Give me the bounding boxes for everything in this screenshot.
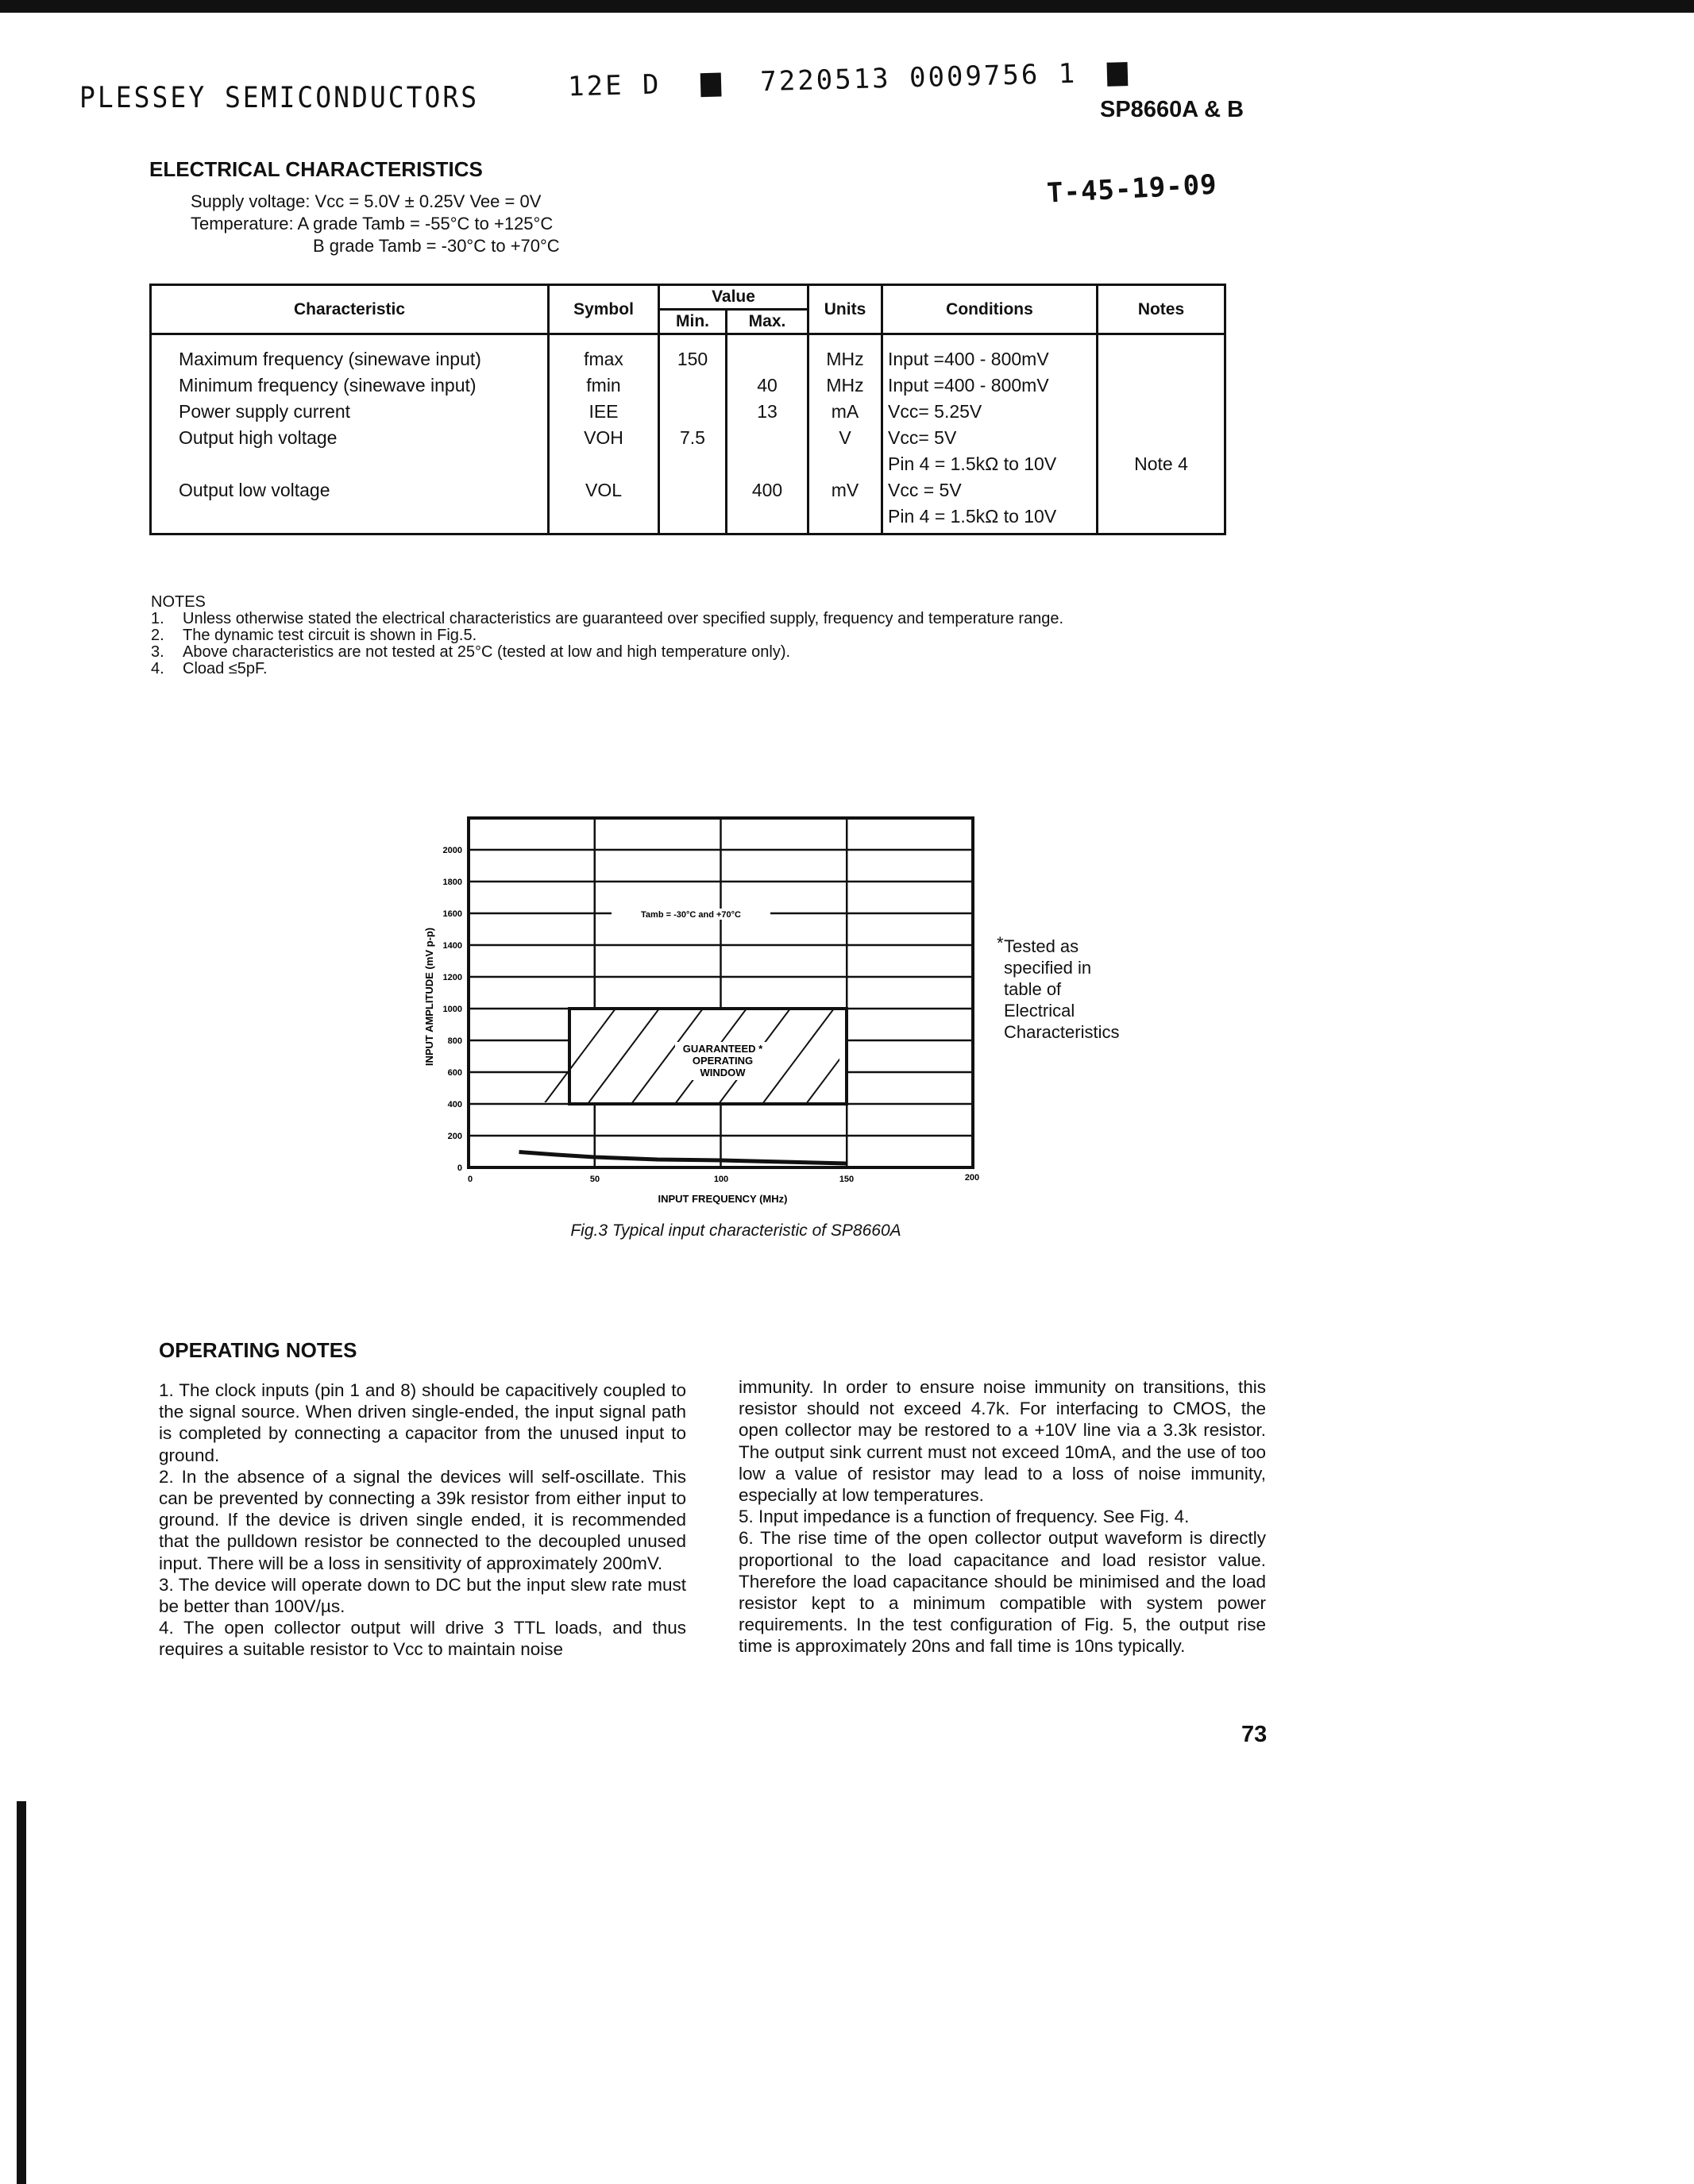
temperature-a-line: Temperature: A grade Tamb = -55°C to +125°C — [191, 214, 554, 233]
note-item — [151, 661, 1063, 677]
note-text: The dynamic test circuit is shown in Fig.5. — [183, 627, 477, 644]
table-row — [151, 425, 1225, 451]
block-mark-icon — [1106, 62, 1128, 87]
cell-units: MHz — [808, 372, 882, 399]
cell-characteristic: Output low voltage — [151, 477, 549, 504]
cell-min — [659, 372, 727, 399]
cell-symbol: IEE — [549, 399, 659, 425]
side-note-line: Characteristics — [1004, 1022, 1120, 1042]
cell-units — [808, 451, 882, 477]
electrical-conditions — [191, 191, 560, 257]
note-item — [151, 627, 1063, 644]
cell-characteristic — [151, 451, 549, 477]
cell-symbol: VOL — [549, 477, 659, 504]
note-text: Unless otherwise stated the electrical characteristics are guaranteed over specified supply, frequency and temperature range. — [183, 610, 1064, 627]
note-item — [151, 644, 1063, 661]
operating-note: 5. Input impedance is a function of frequency. See Fig. 4. — [739, 1507, 1190, 1527]
table-row — [151, 399, 1225, 425]
svg-text:1800: 1800 — [442, 878, 462, 887]
figure-caption: Fig.3 Typical input characteristic of SP8660A — [570, 1221, 901, 1240]
svg-text:50: 50 — [589, 1175, 600, 1184]
scan-top-border — [0, 0, 1694, 13]
cell-conditions: Input =400 - 800mV — [882, 334, 1098, 373]
cell-max: 13 — [727, 399, 808, 425]
svg-text:1000: 1000 — [442, 1005, 462, 1014]
cell-min: 7.5 — [659, 425, 727, 451]
cell-characteristic: Maximum frequency (sinewave input) — [151, 334, 549, 373]
x-axis-ticks — [468, 1173, 979, 1184]
y-axis-label: INPUT AMPLITUDE (mV p-p) — [423, 927, 435, 1067]
side-note-line: Tested as — [1004, 936, 1079, 956]
note-number: 2. — [151, 627, 164, 644]
cell-units — [808, 504, 882, 534]
cell-min: 150 — [659, 334, 727, 373]
cell-max: 400 — [727, 477, 808, 504]
notes-title: NOTES — [151, 593, 206, 611]
cell-conditions: Input =400 - 800mV — [882, 372, 1098, 399]
side-note-line: table of — [1004, 979, 1062, 999]
window-label-line3: WINDOW — [700, 1067, 746, 1078]
note-number: 1. — [151, 610, 164, 627]
svg-text:1600: 1600 — [442, 909, 462, 919]
cell-min — [659, 451, 727, 477]
svg-text:200: 200 — [964, 1173, 980, 1183]
company-name: PLESSEY SEMICONDUCTORS — [79, 80, 480, 114]
cell-notes: Note 4 — [1098, 451, 1225, 477]
cell-units: mA — [808, 399, 882, 425]
cell-symbol: fmin — [549, 372, 659, 399]
cell-notes — [1098, 504, 1225, 534]
operating-note: immunity. In order to ensure noise immunity on transitions, this resistor should not exceed 4.7k. For interfacing to CMOS, the open collector may be restored to a +10V line via a 3.3k resistor. The output sink current must not exceed 10mA, and the use of too low a value of resistor may lead to a loss of noise immunity, especially at low temperatures. — [739, 1377, 1266, 1506]
svg-text:2000: 2000 — [442, 846, 462, 855]
cell-characteristic: Minimum frequency (sinewave input) — [151, 372, 549, 399]
cell-notes — [1098, 334, 1225, 373]
cell-max — [727, 451, 808, 477]
operating-note: 1. The clock inputs (pin 1 and 8) should be capacitively coupled to the signal source. When driven single-ended, the input signal path is completed by connecting a capacitor from the unused input to ground. — [159, 1380, 686, 1465]
cell-units: mV — [808, 477, 882, 504]
col-header-notes: Notes — [1098, 285, 1225, 334]
window-label-line2: OPERATING — [692, 1055, 754, 1067]
code-prefix: 12E D — [567, 68, 662, 103]
operating-notes-column-2 — [739, 1376, 1266, 1657]
svg-text:0: 0 — [457, 1163, 462, 1173]
handwritten-doc-ref: T-45-19-09 — [1046, 168, 1218, 210]
temperature-annotation: Tamb = -30°C and +70°C — [641, 910, 741, 920]
side-note-line: Electrical — [1004, 1001, 1075, 1021]
x-axis-label: INPUT FREQUENCY (MHz) — [658, 1193, 788, 1205]
cell-max — [727, 334, 808, 373]
table-row — [151, 504, 1225, 534]
svg-text:1400: 1400 — [442, 941, 462, 951]
col-header-max: Max. — [727, 310, 808, 334]
cell-symbol: VOH — [549, 425, 659, 451]
operating-note: 4. The open collector output will drive 3 TTL loads, and thus requires a suitable resistor to Vcc to maintain noise — [159, 1618, 686, 1660]
svg-text:800: 800 — [447, 1036, 462, 1046]
cell-max: 40 — [727, 372, 808, 399]
catalog-code — [568, 56, 1149, 102]
col-header-characteristic: Characteristic — [151, 285, 549, 334]
temperature-b-line: B grade Tamb = -30°C to +70°C — [313, 236, 560, 256]
electrical-characteristics-table — [149, 284, 1226, 535]
operating-note: 2. In the absence of a signal the devices will self-oscillate. This can be prevented by connecting a 39k resistor from either input to ground. If the device is driven single ended, it is recommended that the pulldown resistor be connected to the decoupled unused input. There will be a loss in sensitivity of approximately 200mV. — [159, 1466, 686, 1573]
cell-units: MHz — [808, 334, 882, 373]
window-label-line1: GUARANTEED * — [682, 1043, 763, 1055]
operating-note: 3. The device will operate down to DC but the input slew rate must be better than 100V/µs. — [159, 1574, 686, 1617]
cell-characteristic: Power supply current — [151, 399, 549, 425]
section-title-electrical: ELECTRICAL CHARACTERISTICS — [149, 157, 483, 181]
cell-conditions: Pin 4 = 1.5kΩ to 10V — [882, 504, 1098, 534]
cell-notes — [1098, 399, 1225, 425]
note-number: 4. — [151, 660, 164, 677]
table-row — [151, 334, 1225, 373]
cell-notes — [1098, 372, 1225, 399]
guaranteed-operating-window — [532, 993, 933, 1120]
asterisk: * — [997, 933, 1004, 953]
notes-section — [151, 594, 1063, 677]
note-text: Cload ≤5pF. — [183, 660, 268, 677]
svg-text:600: 600 — [447, 1068, 462, 1078]
cell-min — [659, 477, 727, 504]
col-header-value: Value — [659, 285, 808, 310]
svg-text:1200: 1200 — [442, 973, 462, 982]
figure-caption-wrap — [0, 1221, 1694, 1241]
cell-conditions: Pin 4 = 1.5kΩ to 10V — [882, 451, 1098, 477]
note-number: 3. — [151, 643, 164, 661]
page-number: 73 — [1241, 1722, 1268, 1747]
code-number: 7220513 0009756 1 — [759, 57, 1078, 98]
cell-units: V — [808, 425, 882, 451]
table-row — [151, 372, 1225, 399]
cell-characteristic — [151, 504, 549, 534]
cell-symbol: fmax — [549, 334, 659, 373]
cell-notes — [1098, 477, 1225, 504]
side-note-line: specified in — [1004, 958, 1092, 978]
section-title-operating-notes: OPERATING NOTES — [159, 1338, 357, 1362]
col-header-conditions: Conditions — [882, 285, 1098, 334]
cell-characteristic: Output high voltage — [151, 425, 549, 451]
svg-text:200: 200 — [447, 1132, 462, 1141]
operating-notes-column-1 — [159, 1379, 686, 1661]
col-header-units: Units — [808, 285, 882, 334]
svg-text:150: 150 — [839, 1175, 855, 1184]
cell-conditions: Vcc = 5V — [882, 477, 1098, 504]
cell-max — [727, 504, 808, 534]
note-text: Above characteristics are not tested at 25°C (tested at low and high temperature only). — [183, 643, 791, 661]
col-header-symbol: Symbol — [549, 285, 659, 334]
figure-side-note — [997, 933, 1120, 1043]
table-row — [151, 451, 1225, 477]
svg-text:100: 100 — [713, 1175, 729, 1184]
col-header-min: Min. — [659, 310, 727, 334]
note-item — [151, 611, 1063, 627]
cell-symbol — [549, 504, 659, 534]
cell-symbol — [549, 451, 659, 477]
cell-conditions: Vcc= 5V — [882, 425, 1098, 451]
block-mark-icon — [700, 72, 722, 97]
table-row — [151, 477, 1225, 504]
y-axis-ticks — [443, 846, 462, 1173]
cell-max — [727, 425, 808, 451]
scan-left-edge-mark — [17, 1801, 26, 2184]
typical-sensitivity-curve — [519, 1152, 847, 1164]
cell-notes — [1098, 425, 1225, 451]
svg-text:0: 0 — [467, 1175, 473, 1184]
input-characteristic-chart — [413, 810, 1001, 1255]
cell-min — [659, 504, 727, 534]
part-numbers: SP8660A & B — [1100, 97, 1244, 122]
operating-note: 6. The rise time of the open collector output waveform is directly proportional to the load capacitance and load resistor value. Therefore the load capacitance should be minimised and the load resistor kept to a minimum compatible with system power requirements. In the test configuration of Fig. 5, the output rise time is approximately 20ns and fall time is 10ns typically. — [739, 1528, 1266, 1657]
supply-voltage-line: Supply voltage: Vcc = 5.0V ± 0.25V Vee = 0V — [191, 191, 542, 211]
chart-grid — [469, 818, 973, 1167]
cell-conditions: Vcc= 5.25V — [882, 399, 1098, 425]
cell-min — [659, 399, 727, 425]
svg-text:400: 400 — [447, 1100, 462, 1109]
